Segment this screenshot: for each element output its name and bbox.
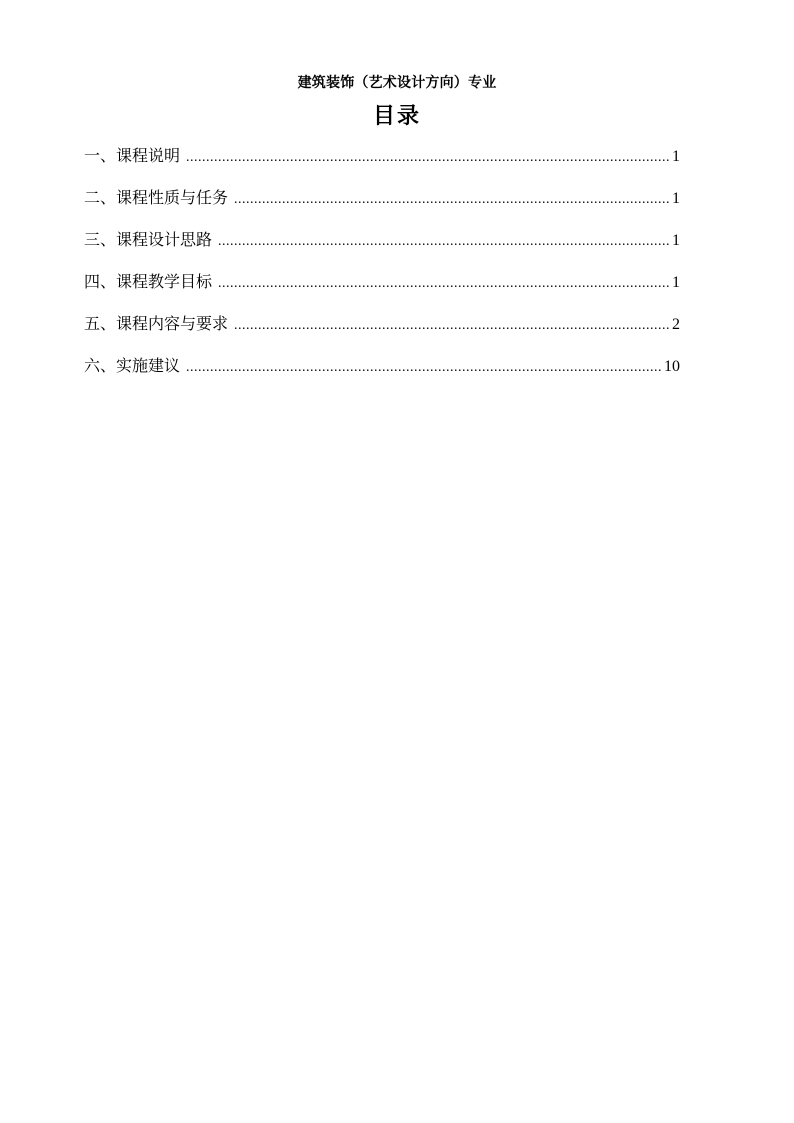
toc-page-number: 1 (672, 190, 680, 207)
toc-entry-course-design[interactable] (84, 227, 680, 269)
toc-entry-implementation[interactable] (84, 353, 680, 395)
document-subtitle: 建筑装饰（艺术设计方向）专业 (297, 75, 497, 91)
toc-dot-leader (234, 187, 671, 213)
toc-entry-label: 五、课程内容与要求 (84, 314, 229, 333)
toc-entry-label: 二、课程性质与任务 (84, 188, 229, 207)
toc-entry-course-content[interactable] (84, 311, 680, 353)
toc-dot-leader (186, 355, 663, 381)
toc-page-number: 2 (672, 316, 680, 333)
toc-page-number: 1 (672, 232, 680, 249)
toc-page-number: 1 (672, 148, 680, 165)
toc-dot-leader (218, 271, 671, 297)
page-title: 目录 (372, 104, 421, 129)
toc-page-number: 10 (664, 358, 680, 375)
table-of-contents (84, 143, 680, 395)
toc-entry-label: 四、课程教学目标 (84, 272, 213, 291)
toc-entry-course-nature[interactable] (84, 185, 680, 227)
toc-entry-teaching-objectives[interactable] (84, 269, 680, 311)
toc-entry-course-description[interactable] (84, 143, 680, 185)
toc-entry-label: 六、实施建议 (84, 356, 181, 375)
toc-dot-leader (218, 229, 671, 255)
toc-entry-label: 三、课程设计思路 (84, 230, 213, 249)
toc-dot-leader (234, 313, 671, 339)
toc-dot-leader (186, 145, 671, 171)
toc-entry-label: 一、课程说明 (84, 146, 181, 165)
toc-page-number: 1 (672, 274, 680, 291)
